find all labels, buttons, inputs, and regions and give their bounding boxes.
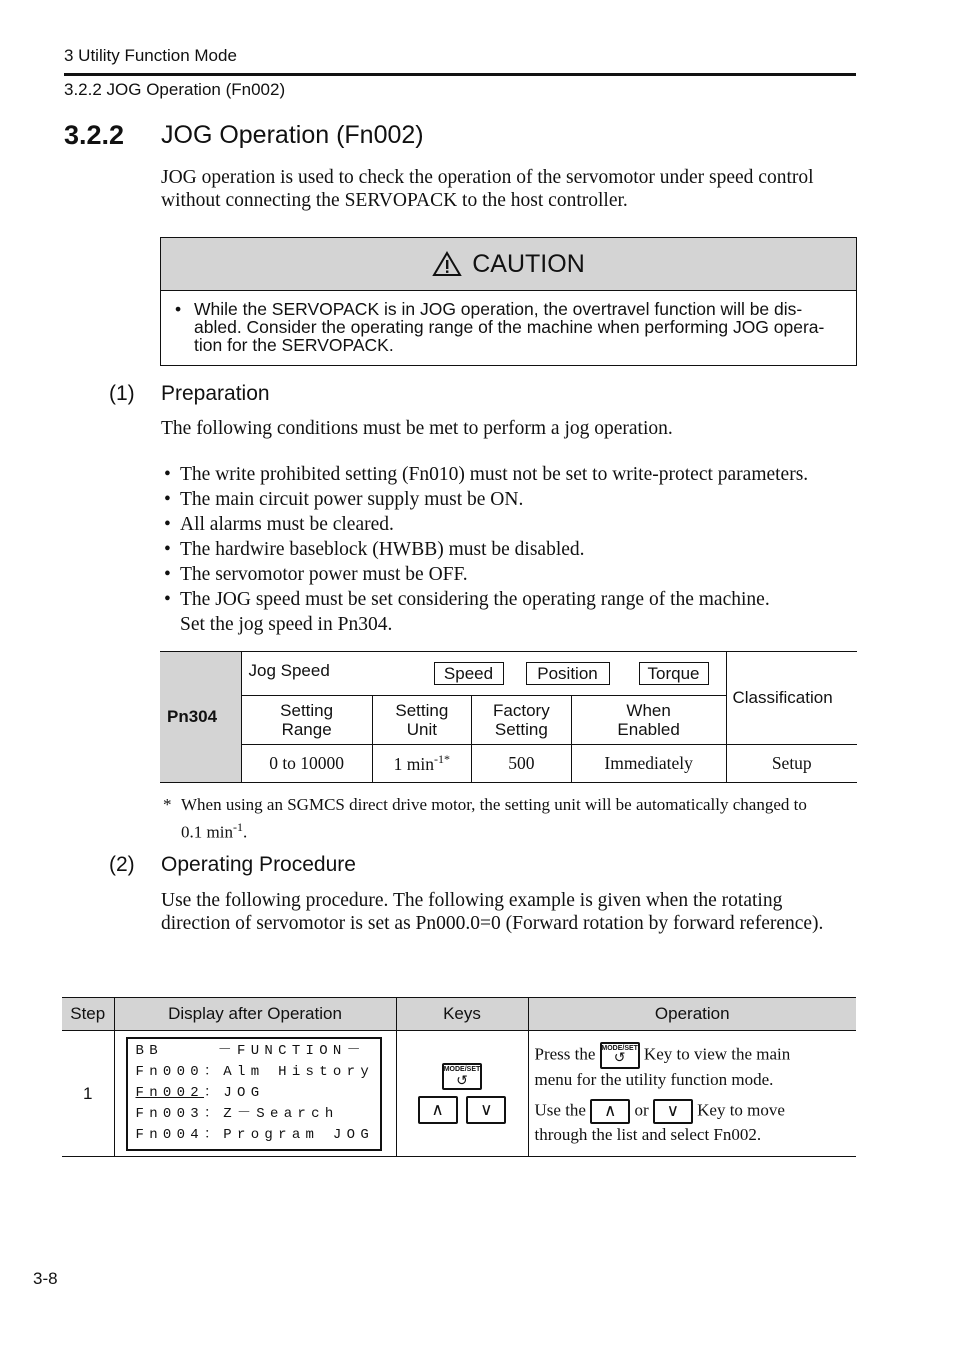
operation-cell xyxy=(528,1031,856,1157)
param-name-cell xyxy=(241,652,726,696)
section-intro xyxy=(161,166,861,212)
subsection-number: (2) xyxy=(109,853,135,876)
op-text: Key to view the main xyxy=(643,1043,791,1063)
display-cell xyxy=(114,1031,396,1157)
op-text: through the list and select Fn002. xyxy=(534,1124,762,1144)
caution-line: abled. Consider the operating range of the machine when performing JOG opera- xyxy=(194,317,825,337)
lcd-line: BB －FUNCTION－ xyxy=(135,1042,366,1059)
subsection-title: Preparation xyxy=(161,382,270,405)
caution-header xyxy=(161,238,856,291)
list-item: • The write prohibited setting (Fn010) must not be set to write-protect parameters. xyxy=(164,464,809,485)
param-name: Jog Speed xyxy=(248,661,330,680)
preparation-intro: The following conditions must be met to perform a jog operation. xyxy=(161,418,673,439)
op-text: Press the xyxy=(534,1043,596,1063)
subsection-number: (1) xyxy=(109,382,135,405)
header-when-enabled: When Enabled xyxy=(571,696,726,745)
list-item-text: Set the jog speed in Pn304. xyxy=(180,614,393,635)
down-key-icon: ∨ xyxy=(466,1096,506,1124)
list-item-text: The JOG speed must be set considering the operating range of the machine. xyxy=(180,589,770,610)
section-title: JOG Operation (Fn002) xyxy=(161,121,424,149)
col-display: Display after Operation xyxy=(114,998,396,1031)
parameter-table xyxy=(160,651,857,783)
section-intro-line: without connecting the SERVOPACK to the host controller. xyxy=(161,190,628,211)
list-item-text: The hardwire baseblock (HWBB) must be disabled. xyxy=(180,539,585,560)
param-id: Pn304 xyxy=(160,652,241,783)
section-number: 3.2.2 xyxy=(64,120,125,150)
mode-badge-position: Position xyxy=(526,662,610,685)
op-text: Use the xyxy=(534,1099,586,1119)
caution-title: CAUTION xyxy=(472,249,585,278)
procedure-intro-line: direction of servomotor is set as Pn000.0=0 (Forward rotation by forward reference). xyxy=(161,913,824,934)
list-item-text: The servomotor power must be OFF. xyxy=(180,564,468,585)
warning-triangle-icon xyxy=(432,251,462,277)
footnote xyxy=(163,794,853,844)
value-classification: Setup xyxy=(726,745,857,783)
footnote-line: When using an SGMCS direct drive motor, the setting unit will be automatically changed to xyxy=(181,795,807,814)
header-setting-unit: Setting Unit xyxy=(372,696,471,745)
list-item: • The main circuit power supply must be ON. xyxy=(164,489,524,510)
mode-badge-torque: Torque xyxy=(639,662,709,685)
list-item: • The hardwire baseblock (HWBB) must be disabled. xyxy=(164,539,585,560)
header-factory-setting: Factory Setting xyxy=(471,696,571,745)
section-header: 3.2.2 JOG Operation (Fn002) xyxy=(64,80,286,99)
procedure-intro xyxy=(161,889,881,935)
table-row xyxy=(62,1031,856,1157)
mode-set-key-icon: MODE/SET ↺ xyxy=(442,1063,482,1090)
list-item-text: The write prohibited setting (Fn010) must not be set to write-protect parameters. xyxy=(180,464,809,485)
value-unit: 1 $\min^{-1*}$ xyxy=(372,745,471,783)
conditions-list xyxy=(161,462,808,637)
list-item-text: All alarms must be cleared. xyxy=(180,514,394,535)
header-rule xyxy=(64,73,856,76)
footnote-mark: * xyxy=(163,795,172,814)
col-keys: Keys xyxy=(396,998,528,1031)
chapter-header: 3 Utility Function Mode xyxy=(64,46,237,65)
caution-line: While the SERVOPACK is in JOG operation, the overtravel function will be dis- xyxy=(194,299,803,319)
footnote-line: 0.1 $\min^{-1}$. xyxy=(181,820,248,842)
lcd-line: Fn004：Program JOG xyxy=(135,1126,375,1143)
caution-box xyxy=(160,237,857,366)
up-key-icon: ∧ xyxy=(590,1099,630,1124)
list-item: • All alarms must be cleared. xyxy=(164,514,394,535)
value-enabled: Immediately xyxy=(571,745,726,783)
step-number: 1 xyxy=(62,1031,114,1157)
steps-table xyxy=(62,997,856,1157)
value-range: 0 to 10000 xyxy=(241,745,372,783)
value-factory: 500 xyxy=(471,745,571,783)
op-text: Key to move xyxy=(697,1099,785,1119)
page-number: 3-8 xyxy=(33,1269,58,1288)
lcd-line: Fn000：Alm History xyxy=(135,1063,375,1080)
down-key-icon: ∨ xyxy=(653,1099,693,1124)
col-operation: Operation xyxy=(528,998,856,1031)
col-step: Step xyxy=(62,998,114,1031)
classification-header: Classification xyxy=(726,652,857,745)
subsection-title: Operating Procedure xyxy=(161,853,356,876)
list-item: • The servomotor power must be OFF. xyxy=(164,564,468,585)
caution-text xyxy=(161,291,856,354)
caution-bullet: • xyxy=(175,299,182,319)
lcd-display xyxy=(126,1037,382,1151)
keys-cell xyxy=(396,1031,528,1157)
op-text: or xyxy=(634,1099,649,1119)
up-key-icon: ∧ xyxy=(418,1096,458,1124)
procedure-intro-line: Use the following procedure. The following example is given when the rotating xyxy=(161,890,783,911)
lcd-line: Fn002：JOG xyxy=(135,1084,265,1101)
mode-set-key-icon: MODE/SET ↺ xyxy=(600,1042,640,1069)
lcd-line: Fn003：Z－Search xyxy=(135,1105,339,1122)
caution-line: tion for the SERVOPACK. xyxy=(194,335,394,355)
section-intro-line: JOG operation is used to check the operation of the servomotor under speed control xyxy=(161,167,814,188)
mode-badge-speed: Speed xyxy=(434,662,504,685)
list-item: • The JOG speed must be set considering the operating range of the machine. Set the jog speed in Pn304. xyxy=(161,587,808,637)
list-item-text: The main circuit power supply must be ON. xyxy=(180,489,524,510)
op-text: menu for the utility function mode. xyxy=(534,1069,774,1089)
header-setting-range: Setting Range xyxy=(241,696,372,745)
